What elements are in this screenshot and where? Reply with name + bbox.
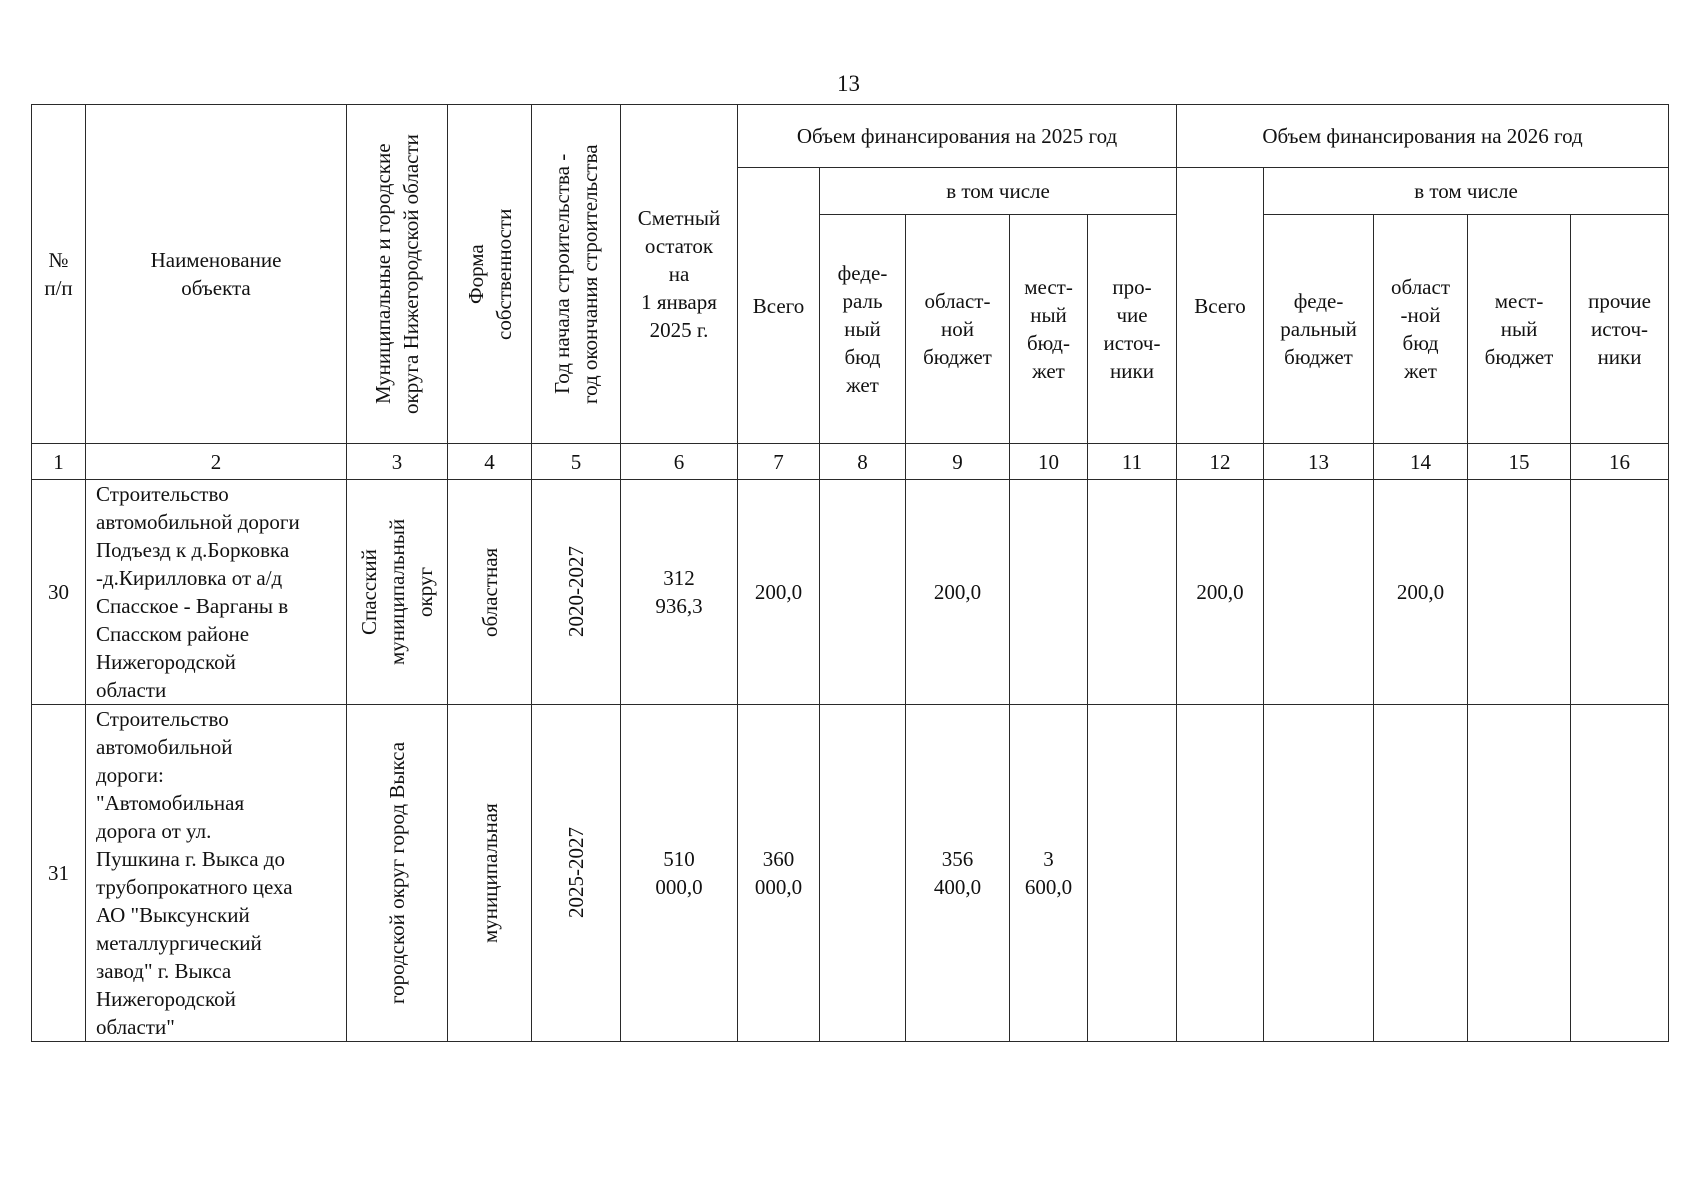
local-2025: 3 600,0 [1010, 705, 1088, 1042]
header-other-2026: прочие источ- ники [1571, 215, 1669, 444]
other-2025 [1088, 705, 1177, 1042]
municipal-cell [347, 480, 448, 705]
ownership-form: областная [477, 547, 502, 637]
header-row-1 [32, 105, 1669, 168]
federal-2026 [1264, 705, 1374, 1042]
object-name: Строительство автомобильной дороги Подъезд к д.Борковка -д.Кирилловка от а/д Спасское - Варганы в Спасском районе Нижегородской области [86, 480, 347, 705]
federal-2025 [820, 480, 906, 705]
local-2026 [1468, 480, 1571, 705]
regional-2025: 356 400,0 [906, 705, 1010, 1042]
table-row [32, 480, 1669, 705]
row-num: 31 [32, 705, 86, 1042]
column-number: 8 [820, 444, 906, 480]
column-number: 12 [1177, 444, 1264, 480]
header-federal-2026: феде- ральный бюджет [1264, 215, 1374, 444]
column-number: 6 [621, 444, 738, 480]
estimate-balance: 510 000,0 [621, 705, 738, 1042]
column-numbers-row [32, 444, 1669, 480]
header-ownership-cell [448, 105, 532, 444]
header-num: № п/п [32, 105, 86, 444]
federal-2026 [1264, 480, 1374, 705]
construction-years: 2025-2027 [564, 827, 588, 919]
municipal-name: городской округ город Выкса [385, 741, 409, 1005]
ownership-cell [448, 705, 532, 1042]
header-total-2026: Всего [1177, 168, 1264, 444]
header-regional-2026: област -ной бюд жет [1374, 215, 1468, 444]
column-number: 9 [906, 444, 1010, 480]
header-total-2025: Всего [738, 168, 820, 444]
row-num: 30 [32, 480, 86, 705]
other-2026 [1571, 480, 1669, 705]
header-years-cell [532, 105, 621, 444]
total-2025: 360 000,0 [738, 705, 820, 1042]
years-cell [532, 480, 621, 705]
local-2026 [1468, 705, 1571, 1042]
column-number: 1 [32, 444, 86, 480]
header-years: Год начала строительства - год окончания строительства [550, 144, 602, 404]
ownership-cell [448, 480, 532, 705]
column-number: 7 [738, 444, 820, 480]
header-local-2026: мест- ный бюджет [1468, 215, 1571, 444]
column-number: 15 [1468, 444, 1571, 480]
header-including-2026: в том числе [1264, 168, 1669, 215]
header-federal-2025: феде- раль ный бюд жет [820, 215, 906, 444]
construction-years: 2020-2027 [564, 546, 588, 638]
header-local-2025: мест- ный бюд- жет [1010, 215, 1088, 444]
column-number: 4 [448, 444, 532, 480]
total-2026 [1177, 705, 1264, 1042]
years-cell [532, 705, 621, 1042]
column-number: 14 [1374, 444, 1468, 480]
header-municipal-cell [347, 105, 448, 444]
column-number: 11 [1088, 444, 1177, 480]
ownership-form: муниципальная [477, 803, 502, 943]
page-number: 13 [837, 71, 860, 96]
header-object-name: Наименование объекта [86, 105, 347, 444]
other-2026 [1571, 705, 1669, 1042]
header-other-2025: про- чие источ- ники [1088, 215, 1177, 444]
header-financing-2025: Объем финансирования на 2025 год [738, 105, 1177, 168]
other-2025 [1088, 480, 1177, 705]
header-ownership: Форма собственности [463, 208, 516, 340]
header-regional-2025: област- ной бюджет [906, 215, 1010, 444]
regional-2026 [1374, 705, 1468, 1042]
financing-table [31, 104, 1669, 1042]
municipal-name: Спасский муниципальный округ [357, 518, 437, 666]
column-number: 10 [1010, 444, 1088, 480]
column-number: 5 [532, 444, 621, 480]
total-2025: 200,0 [738, 480, 820, 705]
estimate-balance: 312 936,3 [621, 480, 738, 705]
header-municipal: Муниципальные и городские округа Нижегородской области [371, 134, 423, 414]
column-number: 3 [347, 444, 448, 480]
header-estimate: Сметный остаток на 1 января 2025 г. [621, 105, 738, 444]
header-financing-2026: Объем финансирования на 2026 год [1177, 105, 1669, 168]
column-number: 2 [86, 444, 347, 480]
total-2026: 200,0 [1177, 480, 1264, 705]
regional-2026: 200,0 [1374, 480, 1468, 705]
header-including-2025: в том числе [820, 168, 1177, 215]
object-name: Строительство автомобильной дороги: "Автомобильная дорога от ул. Пушкина г. Выкса до трубопрокатного цеха АО "Выксунский металлургический завод" г. Выкса Нижегородской области" [86, 705, 347, 1042]
regional-2025: 200,0 [906, 480, 1010, 705]
federal-2025 [820, 705, 906, 1042]
column-number: 16 [1571, 444, 1669, 480]
column-number: 13 [1264, 444, 1374, 480]
table-row [32, 705, 1669, 1042]
municipal-cell [347, 705, 448, 1042]
local-2025 [1010, 480, 1088, 705]
